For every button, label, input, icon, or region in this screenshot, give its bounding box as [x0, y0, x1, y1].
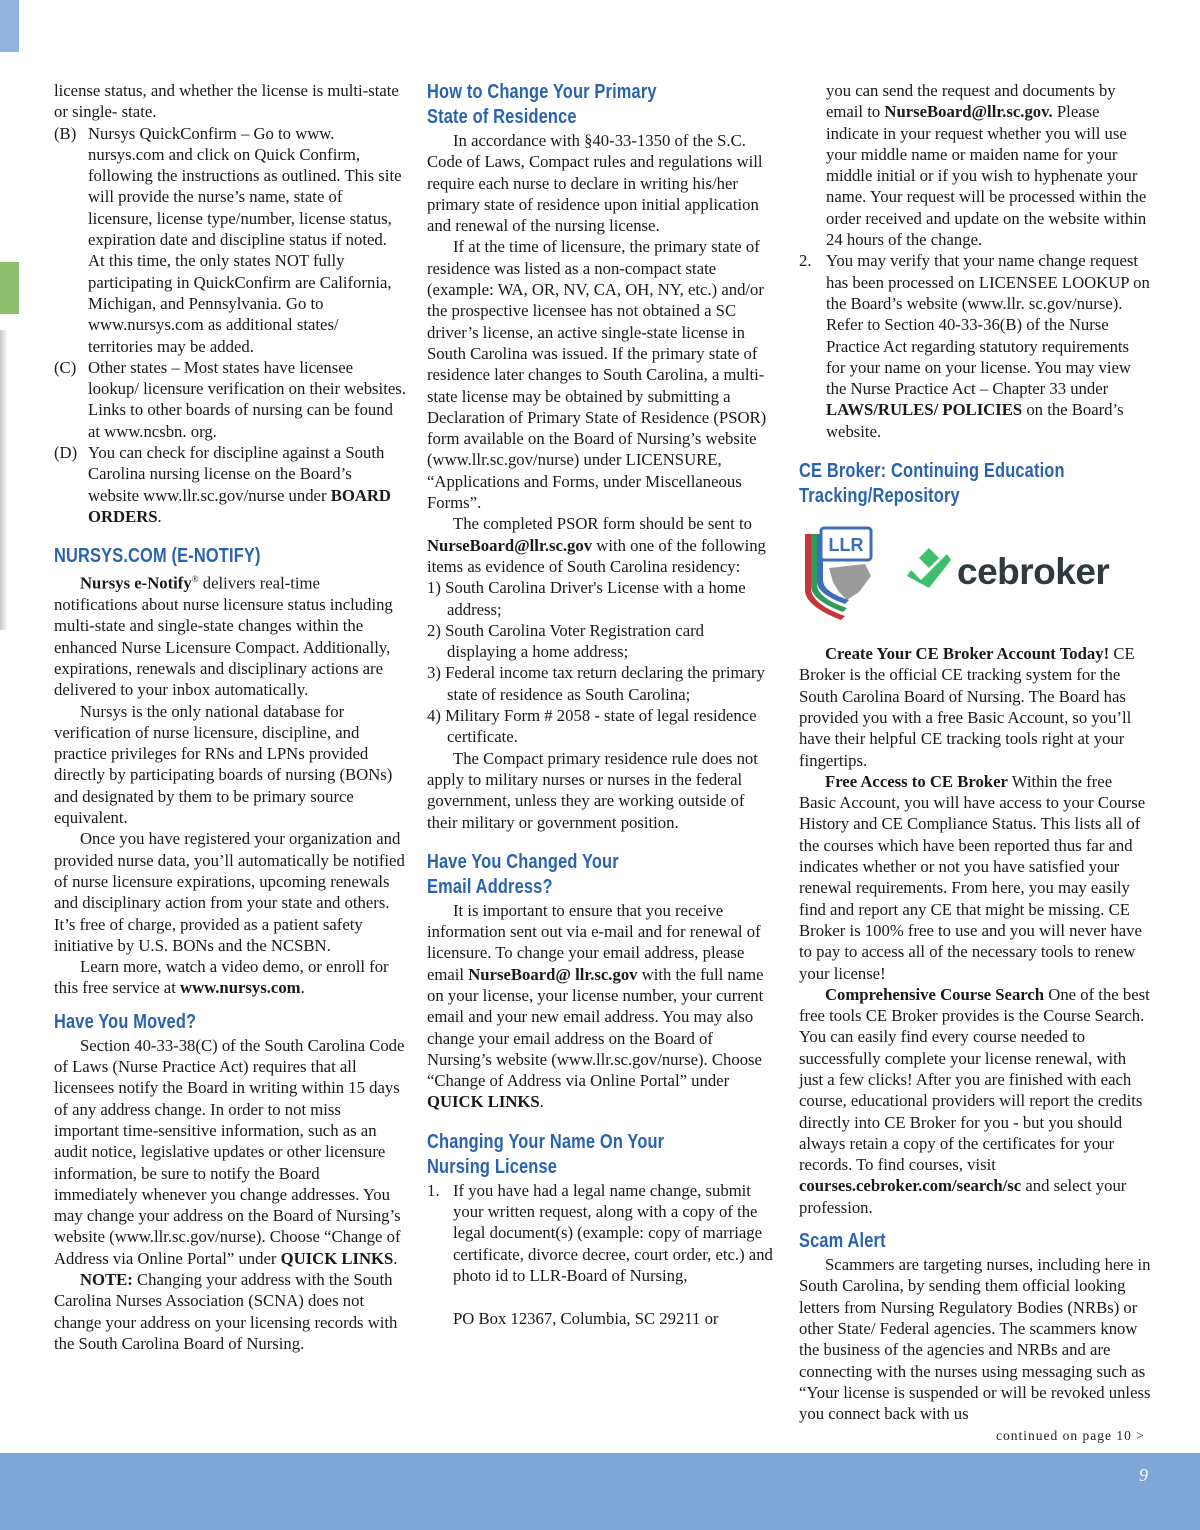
ce-lead-in: Comprehensive Course Search: [825, 984, 1045, 1004]
name-change-item-1-text: If you have had a legal name change, submit your written request, along with a copy of the legal document(s) (example: copy of marriage certificate, divorce decree, court order, etc.) and photo id to LLR-Board of Nursing,: [453, 1180, 773, 1285]
moved-note-text: Changing your address with the South Carolina Nurses Association (SCNA) does not change your address on your licensing records with the South Carolina Board of Nursing.: [54, 1270, 398, 1353]
cebroker-check-icon: [907, 546, 951, 598]
list-item-d: [54, 442, 406, 527]
mailing-address: PO Box 12367, Columbia, SC 29211 or: [453, 1308, 719, 1328]
item-label: (C): [54, 357, 77, 377]
ce-paragraph-3-tail: and select your profession.: [799, 1176, 1127, 1217]
cebroker-logo-text: cebroker: [957, 551, 1110, 593]
nursys-paragraph-1: [54, 569, 406, 700]
top-edge-tab: [0, 0, 19, 52]
column-left: [54, 80, 406, 1354]
ce-paragraph-1-text: CE Broker is the official CE tracking system for the South Carolina Board of Nursing. The Board has provided you with a free Basic Account, so you’ll have their helpful CE tracking tools right at your fingertips.: [799, 644, 1135, 770]
llr-logo-text: LLR: [828, 535, 864, 556]
psr-paragraph-2: If at the time of licensure, the primary state of residence was listed as a non-compact state (example: WA, OR, NV, CA, OH, NY, etc.) and/or the prospective licensee has not obtained a SC driver’s license, an active single-state license in South Carolina was issued. If the primary state of residence later changes to South Carolina, a multi-state license may be obtained by submitting a Declaration of Primary State of Residence (PSOR) form available on the Board of Nursing’s website (www.llr.sc.gov/nurse) under LICENSURE, “Applications and Forms, under Miscellaneous Forms”.: [427, 237, 767, 513]
ce-lead-in: Create Your CE Broker Account Today!: [825, 644, 1110, 664]
item-text: [88, 442, 406, 527]
nursys-paragraph-1-text: delivers real-time notifications about nurse licensure status including multi-state and single-state changes within the enhanced Nurse Licensure Compact. Additionally, expirations, renewals and disciplinary actions are delivered to your inbox automatically.: [54, 573, 393, 700]
item-number: 1.: [427, 1180, 440, 1200]
email-paragraph: [427, 900, 777, 1113]
note-label: NOTE:: [80, 1270, 133, 1289]
email-heading-line-2: Email Address?: [427, 875, 553, 898]
nursys-enotify-name: Nursys e-Notify: [80, 573, 192, 593]
nursys-paragraph-3: Once you have registered your organization and provided nurse data, you’ll automatically be notified of nurse licensure expirations, upcoming renewals and disciplinary action from your state and others. It’s free of charge, provided as a patient safety initiative by U.S. BONs and the NCSBN.: [54, 829, 405, 955]
nurseboard-email: NurseBoard@llr.sc.gov.: [884, 102, 1053, 122]
name-change-item-1: [427, 1180, 777, 1329]
psr-heading-line-2: State of Residence: [427, 106, 577, 128]
nursys-heading: NURSYS.COM (E-NOTIFY): [54, 545, 261, 568]
green-edge-tab: [0, 262, 19, 314]
footer-bar: [0, 1453, 1200, 1530]
ce-paragraph-3-text: One of the best free tools CE Broker provides is the Course Search. You can easily find every course needed to successfully complete your license renewal, with just a few clicks! After you are finished with each course, educational providers will report the credits directly into CE Broker for you - but you should always retain a copy of the certificates for your records. To find courses, visit: [799, 984, 1150, 1175]
evidence-item-1: 1) South Carolina Driver's License with a home address;: [427, 578, 746, 619]
item-text: [453, 1180, 777, 1329]
llr-logo: [799, 520, 883, 624]
psr-heading-line-1: How to Change Your Primary: [427, 81, 657, 103]
moved-paragraph-1-tail: .: [393, 1248, 398, 1268]
name-change-continued-text: you can send the request and documents by email to: [826, 81, 1116, 122]
item-label: (D): [54, 443, 78, 463]
page-number: 9: [1139, 1465, 1148, 1485]
item-text: Other states – Most states have licensee lookup/ licensure verification on their websites. Links to other boards of nursing can be found at www.ncsbn. org.: [88, 357, 406, 441]
board-orders-link-text: BOARD ORDERS: [88, 485, 391, 526]
item-text: [826, 250, 1151, 442]
name-change-heading-line-1: Changing Your Name On Your: [427, 1130, 665, 1153]
ce-paragraph-1: [799, 643, 1151, 771]
ce-lead-in: Free Access to CE Broker: [825, 771, 1008, 791]
psr-paragraph-1: In accordance with §40-33-1350 of the S.C. Code of Laws, Compact rules and regulations will require each nurse to declare in writing his/her primary state of residence upon initial application and renewal of the nursing license.: [427, 131, 763, 236]
email-paragraph-text: It is important to ensure that you receive information sent out via e-mail and for renewal of licensure. To change your email address, please email: [427, 900, 761, 984]
name-change-continued-tail: Please indicate in your request whether you will use your middle name or maiden name for your middle initial or if you wish to hyphenate your name. Your request will be processed within the order received and update on the website within 24 hours of the change.: [826, 102, 1147, 250]
nurseboard-email: NurseBoard@ llr.sc.gov: [468, 964, 638, 984]
nursys-paragraph-4: [54, 956, 406, 999]
cebroker-course-url: courses.cebroker.com/search/sc: [799, 1176, 1022, 1196]
list-item-b: [54, 123, 406, 357]
ce-paragraph-2-text: Within the free Basic Account, you will have access to your Course History and CE Compliance Status. This lists all of the courses which have been reported thus far and indicates whether or not you have satisfied your renewal requirements. From here, you may easily find and report any CE that might be missing. CE Broker is 100% free to use and you will never have to pay to access all of the necessary tools to renew your license!: [799, 771, 1146, 983]
laws-rules-policies-text: LAWS/RULES/ POLICIES: [826, 400, 1023, 420]
psr-paragraph-3-text: The completed PSOR form should be sent to: [453, 514, 752, 534]
nursys-paragraph-4-tail: .: [300, 978, 305, 998]
logos-row: [799, 517, 1151, 627]
nurseboard-email: NurseBoard@llr.sc.gov: [427, 535, 593, 555]
ce-paragraph-2: [799, 771, 1151, 984]
evidence-item-4: 4) Military Form # 2058 - state of legal residence certificate.: [427, 706, 757, 747]
continued-note: continued on page 10 >: [996, 1428, 1145, 1443]
nursys-paragraph-4-text: Learn more, watch a video demo, or enroll for this free service at: [54, 957, 389, 998]
item-label: (B): [54, 123, 77, 143]
email-paragraph-middle: with the full name on your license, your license number, your current email and your new email address. You may also change your email address on the Board of Nursing’s website (www.llr.sc.gov/nurse). Choose “Change of Address via Online Portal” under: [427, 964, 764, 1091]
psr-paragraph-4: The Compact primary residence rule does not apply to military nurses or nurses in the federal government, unless they are working outside of their military or government position.: [427, 748, 758, 832]
email-heading-line-1: Have You Changed Your: [427, 850, 619, 873]
name-change-item-2-tail: on the Board’s website.: [826, 400, 1124, 441]
ce-paragraph-3: [799, 984, 1151, 1218]
name-change-item-1-continued: [799, 80, 1151, 250]
email-paragraph-tail: .: [539, 1092, 544, 1112]
moved-paragraph-1: [54, 1035, 406, 1269]
list-item-c: [54, 357, 406, 442]
nursys-url: www.nursys.com: [180, 978, 301, 998]
item-text-run: You can check for discipline against a South Carolina nursing license on the Board’s website www.llr.sc.gov/nurse under: [88, 443, 385, 505]
scam-alert-heading: Scam Alert: [799, 1230, 886, 1253]
page-edge-shadow: [0, 330, 8, 630]
registered-mark: ®: [191, 574, 199, 585]
moved-note-paragraph: [54, 1269, 406, 1354]
psr-paragraph-3: [427, 513, 777, 577]
name-change-item-2: [799, 250, 1151, 442]
evidence-item-3: 3) Federal income tax return declaring the primary state of residence as South Carolina;: [427, 663, 765, 704]
item-text-tail: .: [157, 506, 162, 526]
intro-paragraph: license status, and whether the license is multi-state or single- state.: [54, 81, 399, 122]
ce-broker-heading-line-2: Tracking/Repository: [799, 485, 960, 508]
moved-paragraph-1-text: Section 40-33-38(C) of the South Carolina Code of Laws (Nurse Practice Act) requires that all licensees notify the Board in writing within 15 days of any address change. In order to not miss important time-sensitive information, such as an audit notice, legislative updates or other licensure information, be sure to notify the Board immediately whenever you change addresses. You may change your address on the Board of Nursing’s website (www.llr.sc.gov/nurse). Choose “Change of Address via Online Portal” under: [54, 1035, 405, 1268]
item-number: 2.: [799, 251, 812, 271]
evidence-item-2: 2) South Carolina Voter Registration card displaying a home address;: [427, 620, 704, 662]
scam-paragraph: Scammers are targeting nurses, including here in South Carolina, by sending them official looking letters from Nursing Regulatory Bodies (NRBs) or other State/ Federal agencies. The scammers know the business of the agencies and NRBs and are connecting with the nurses using messaging such as “Your license is suspended or will be revoked unless you connect back with us: [799, 1255, 1151, 1424]
column-right: [799, 80, 1151, 1424]
nursys-paragraph-2: Nursys is the only national database for verification of nurse licensure, discipline, and practice privileges for RNs and LPNs provided directly by participating boards of nursing (BONs) and designated by them to be primary source equivalent.: [54, 701, 393, 828]
psr-paragraph-3-tail: with one of the following items as evidence of South Carolina residency:: [427, 535, 766, 576]
item-text: Nursys QuickConfirm – Go to www. nursys.com and click on Quick Confirm, following the instructions as outlined. This site will provide the nurse’s name, state of licensure, license type/number, license status, expiration date and discipline status if noted. At this time, the only states NOT fully participating in QuickConfirm are California, Michigan, and Pennsylvania. Go to www.nursys.com as additional states/ territories may be added.: [88, 123, 402, 356]
quick-links-text: QUICK LINKS: [280, 1248, 394, 1268]
name-change-heading-line-2: Nursing License: [427, 1155, 558, 1178]
moved-heading: Have You Moved?: [54, 1010, 197, 1033]
name-change-item-2-text: You may verify that your name change request has been processed on LICENSEE LOOKUP on the Board’s website (www.llr. sc.gov/nurse). Refer to Section 40-33-36(B) of the Nurse Practice Act regarding statutory requirements for your name on your license. You may view the Nurse Practice Act – Chapter 33 under: [826, 251, 1150, 399]
ce-broker-heading-line-1: CE Broker: Continuing Education: [799, 460, 1065, 483]
quick-links-text: QUICK LINKS: [427, 1092, 540, 1112]
column-middle: [427, 80, 777, 1329]
